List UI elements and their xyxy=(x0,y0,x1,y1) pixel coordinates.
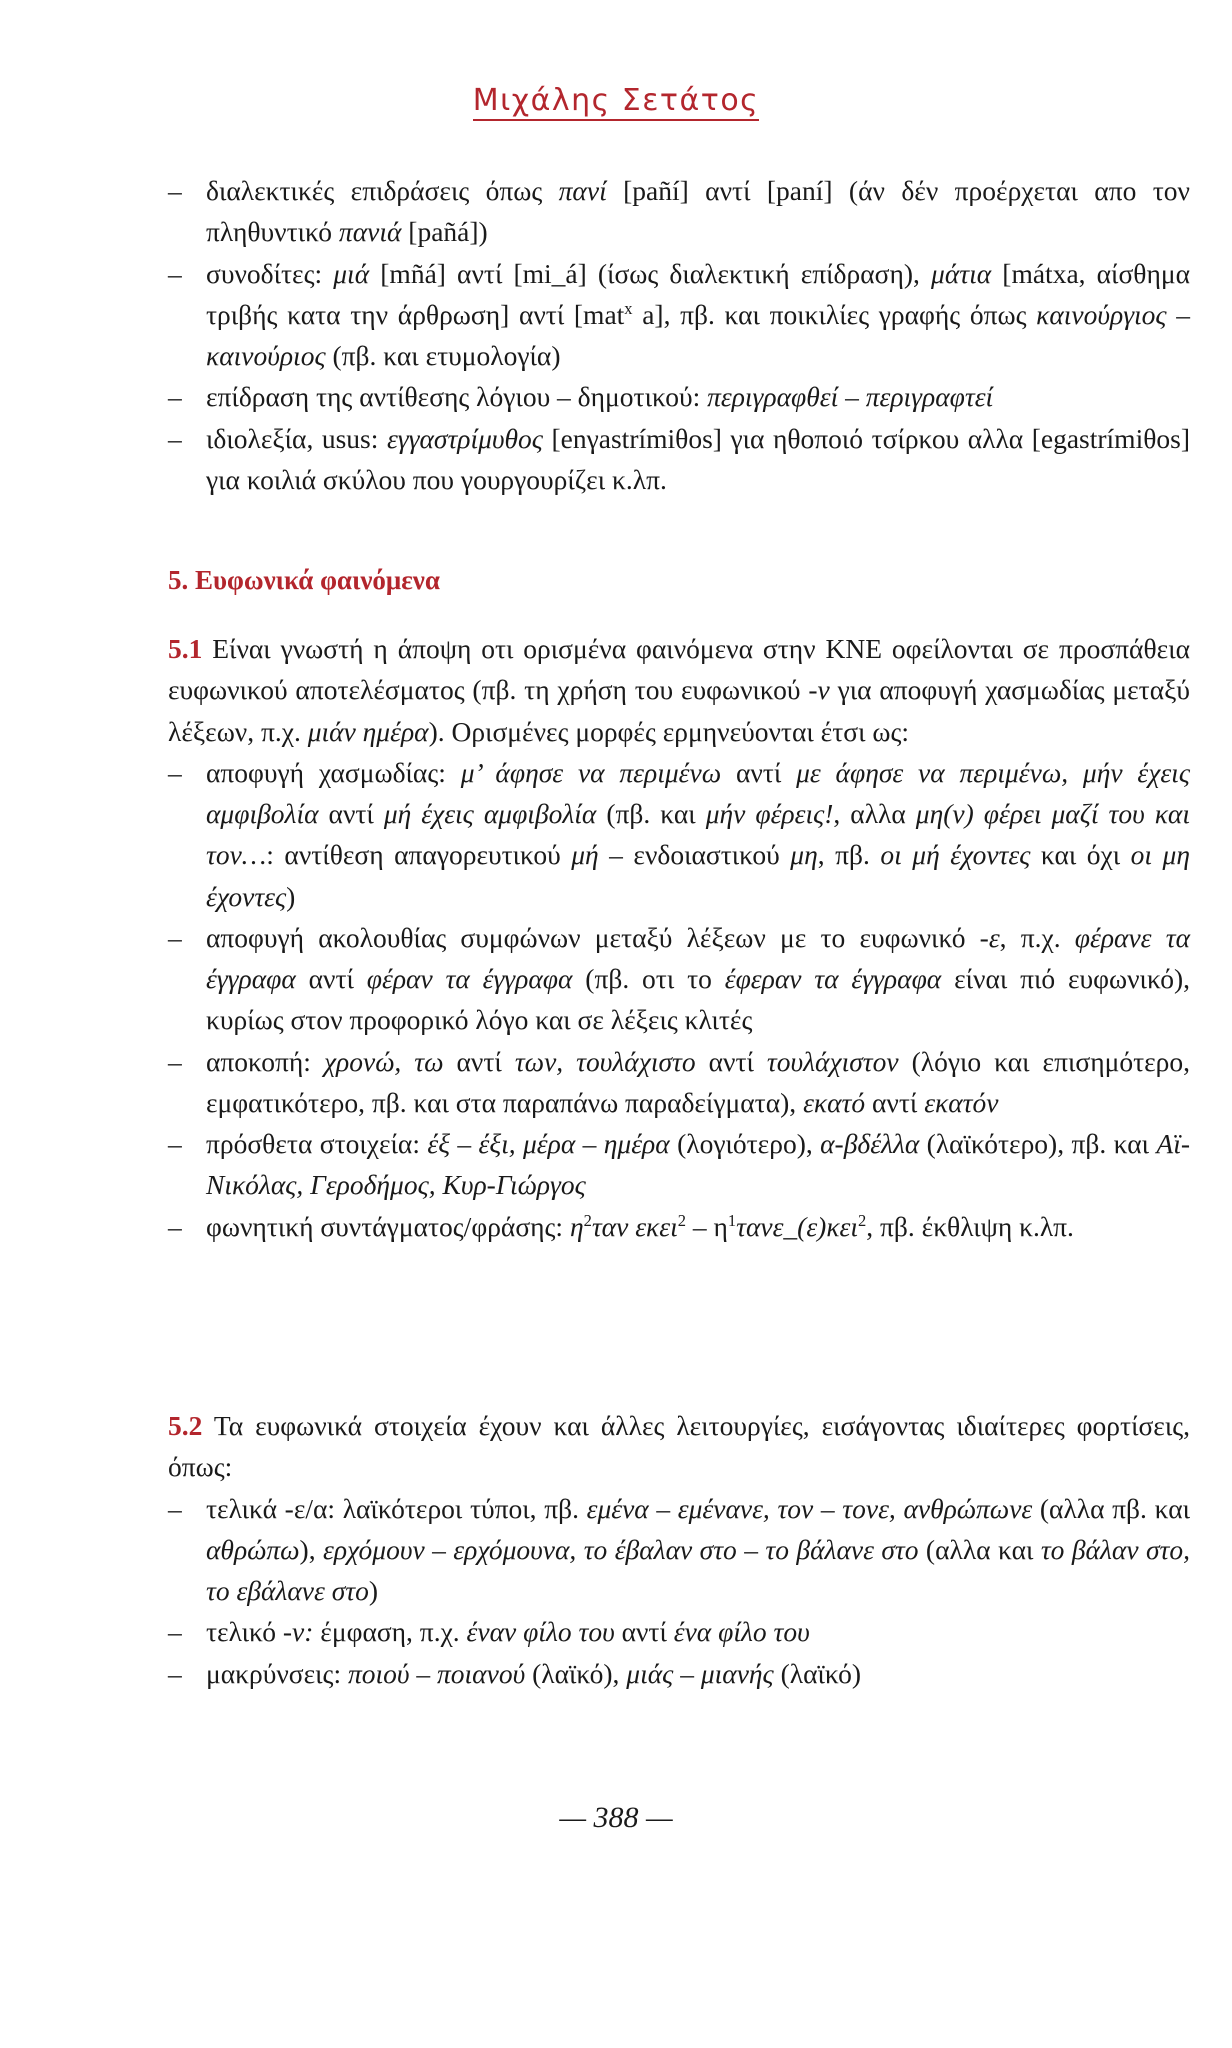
list-item: – μακρύνσεις: ποιού – ποιανού (λαϊκό), μιάς – μιανής (λαϊκό) xyxy=(168,1657,862,1689)
paragraph: 5.2 Τα ευφωνικά στοιχεία έχουν και άλλες λειτουργίες, εισάγοντας ιδιαίτερες φορτίσεις, όπως: xyxy=(168,1410,1190,1483)
list-item: – διαλεκτικές επιδράσεις όπως πανί [pañí] αντί [paní] (άν δέν προέρχεται απο τον πληθυντικό πανιά [pañá]) xyxy=(168,175,1190,248)
list-item: – αποφυγή ακολουθίας συμφώνων μεταξύ λέξεων με το ευφωνικό -ε, π.χ. φέρανε τα έγγραφα αντί φέραν τα έγγραφα (πβ. οτι το έφεραν τα έγγραφα είναι πιό ευφωνικό), κυρίως στον προφορικό λόγο και σε λέξεις κλιτές xyxy=(168,921,1190,1036)
list-item: – ιδιολεξία, usus: εγγαστρίμυθος [enγastrímiθos] για ηθοποιό τσίρκου αλλα [egastrímiθos] για κοιλιά σκύλου που γουργουρίζει κ.λπ. xyxy=(168,422,1190,495)
continued-list xyxy=(168,170,1190,500)
list-item: – τελικό -ν: έμφαση, π.χ. έναν φίλο του αντί ένα φίλο του xyxy=(168,1616,810,1648)
list-item: – επίδραση της αντίθεσης λόγιου – δημοτικού: περιγραφθεί – περιγραφτεί xyxy=(168,381,994,413)
paragraph: 5.1 Είναι γνωστή η άποψη οτι ορισμένα φαινόμενα στην ΚΝΕ οφείλονται σε προσπάθεια ευφωνικού αποτελέσματος (πβ. τη χρήση του ευφωνικού -ν για αποφυγή χασμωδίας μεταξύ λέξεων, π.χ. μιάν ημέρα). Ορισμένες μορφές ερμηνεύονται έτσι ως: xyxy=(168,633,1191,747)
list-item: – φωνητική συντάγματος/φράσης: $\eta^2\tau\alpha\nu$ $\varepsilon\kappa\varepsilon\iota^2 - \eta^1\tau\alpha\nu\varepsilon\_(\varepsilon)\kappa\varepsilon\iota^2$, πβ. έκθλιψη κ.λπ. xyxy=(168,1210,1074,1242)
list-item: – πρόσθετα στοιχεία: έξ – έξι, μέρα – ημέρα (λογιότερο), α-βδέλλα (λαϊκότερο), πβ. και Αϊ-Νικόλας, Γεροδήμος, Κυρ-Γιώργος xyxy=(168,1128,1191,1201)
page-number: — 388 — xyxy=(559,1801,673,1834)
list-item: – συνοδίτες: μιά [mñá] αντί [mi_á] (ίσως διαλεκτική επίδραση), μάτια [mátxa, αίσθημα τριβής κατα την άρθρωση] αντί [mat$^x$ a], πβ. και ποικιλίες γραφής όπως καινούργιος – καινούριος (πβ. και ετυμολογία) xyxy=(168,257,1190,371)
section-5-1 xyxy=(168,628,1190,1247)
section-5-2 xyxy=(168,1405,1190,1694)
section-5 xyxy=(168,560,1190,601)
list-item: – τελικά -ε/α: λαϊκότεροι τύποι, πβ. εμένα – εμένανε, τον – τονε, ανθρώπωνε (αλλα πβ. και αθρώπω), ερχόμουν – ερχόμουνα, το έβαλαν στο – το βάλανε στο (αλλα και το βάλαν στο, το εβάλανε στο) xyxy=(168,1492,1190,1606)
list-item: – αποκοπή: χρονώ, τω αντί των, τουλάχιστο αντί τουλάχιστον (λόγιο και επισημότερο, εμφατικότερο, πβ. και στα παραπάνω παραδείγματα), εκατό αντί εκατόν xyxy=(168,1045,1191,1118)
section-heading: 5. Ευφωνικά φαινόμενα xyxy=(168,565,440,595)
running-head: Μιχάλης Σετάτος xyxy=(0,78,1232,123)
list-item: – αποφυγή χασμωδίας: μ’ άφησε να περιμένω αντί με άφησε να περιμένω, μήν έχεις αμφιβολία αντί μή έχεις αμφιβολία (πβ. και μήν φέρεις!, αλλα μη(ν) φέρει μαζί του και τον…: αντίθεση απαγορευτικού μή – ενδοιαστικού μη, πβ. οι μή έχοντες και όχι οι μη έχοντες) xyxy=(168,756,1190,912)
